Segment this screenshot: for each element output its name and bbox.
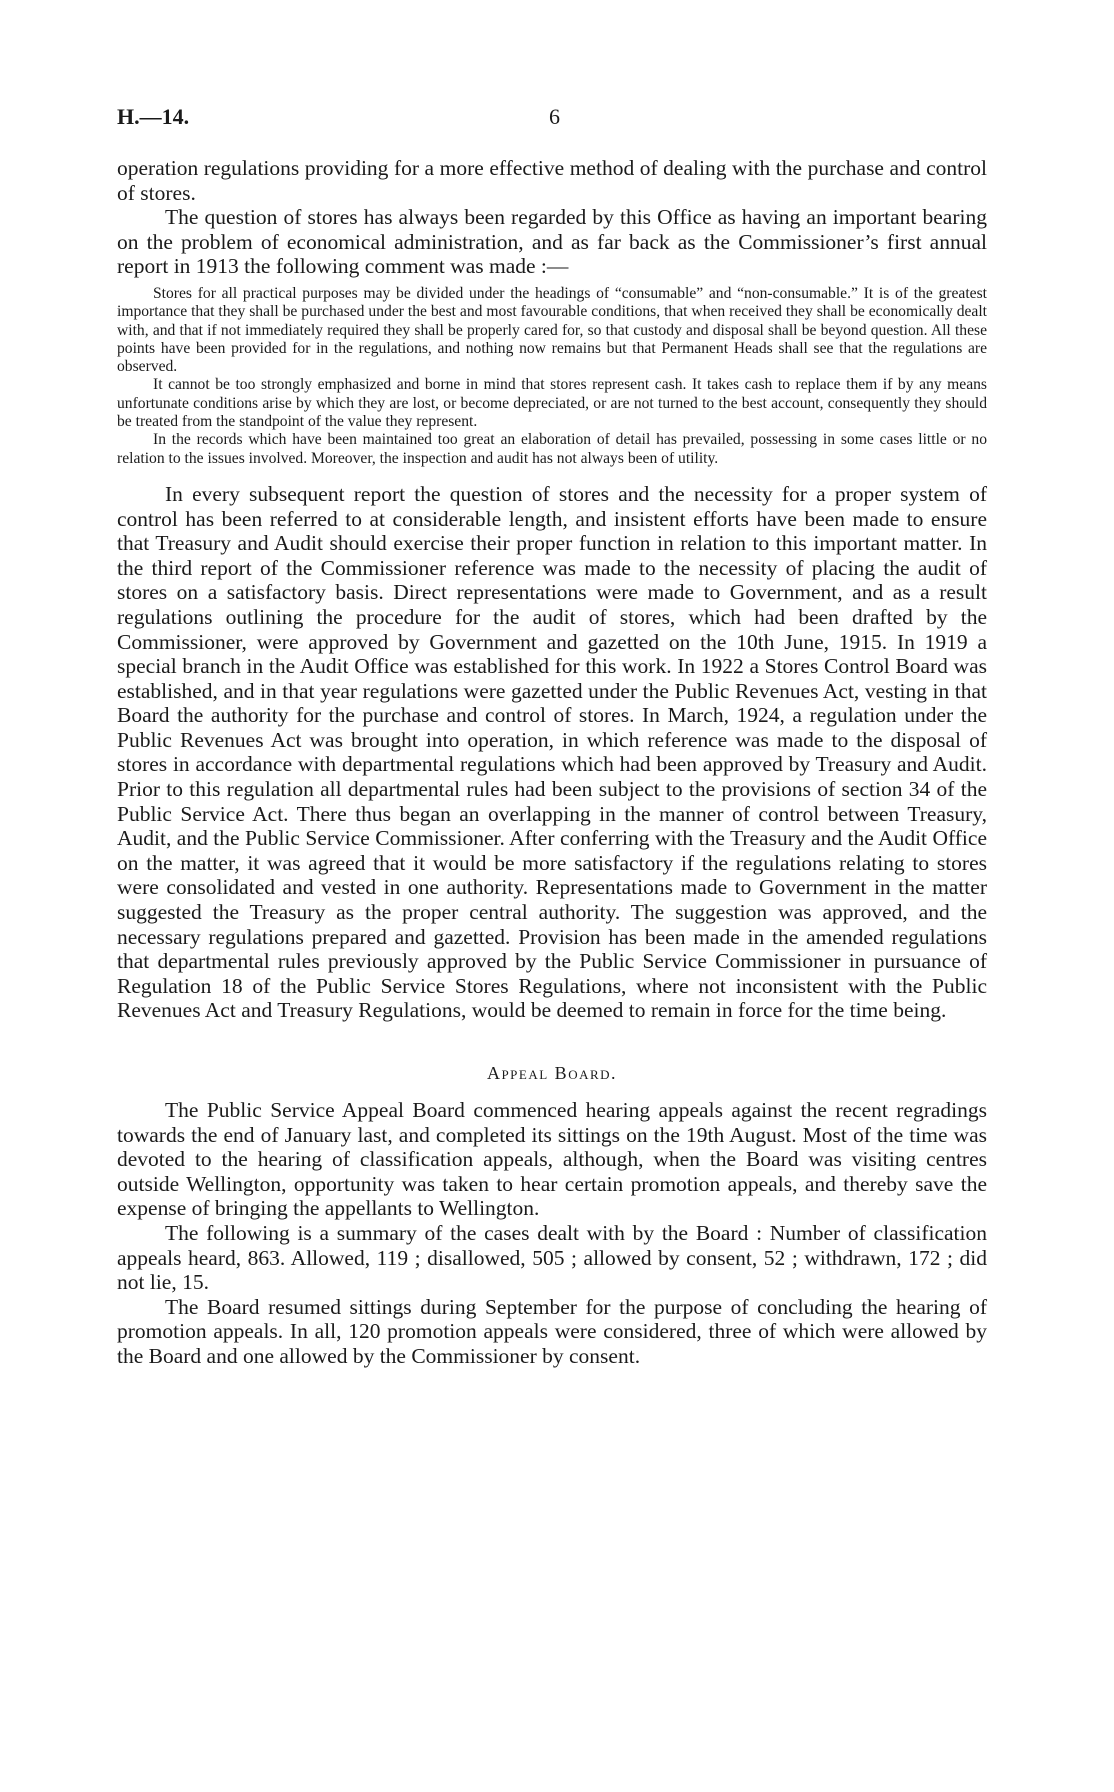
paragraph-continuation: operation regulations providing for a more effective method of dealing with the purchase and control of stores. — [117, 156, 987, 205]
page-header — [117, 104, 987, 134]
page-body — [117, 156, 987, 1369]
quote-paragraph: In the records which have been maintained too great an elaboration of detail has prevailed, possessing in some cases little or no relation to the issues involved. Moreover, the inspection and audit has not always been of utility. — [117, 431, 987, 467]
paragraph-promotion-appeals: The Board resumed sittings during September for the purpose of concluding the hearing of promotion appeals. In all, 120 promotion appeals were considered, three of which were allowed by the Board and one allowed by the Commissioner by consent. — [117, 1294, 987, 1368]
paragraph-appeal-hearings: The Public Service Appeal Board commenced hearing appeals against the recent regradings towards the end of January last, and completed its sittings on the 19th August. Most of the time was devoted to the hearing of classification appeals, although, when the Board was visiting centres outside Wellington, opportunity was taken to hear certain promotion appeals, and thereby save the expense of bringing the appellants to Wellington. — [117, 1098, 987, 1221]
paragraph-appeal-summary: The following is a summary of the cases dealt with by the Board : Number of classification appeals heard, 863. Allowed, 119 ; disallowed, 505 ; allowed by consent, 52 ; withdrawn, 172 ; did not lie, 15. — [117, 1220, 987, 1295]
block-quotation — [117, 285, 987, 468]
paragraph-stores-control: In every subsequent report the question of stores and the necessity for a proper system of control has been referred to at considerable length, and insistent efforts have been made to ensure that Treasury and Audit should exercise their proper function in relation to this important matter. In the third report of the Commissioner reference was made to the necessity of placing the audit of stores on a satisfactory basis. Direct representations were made to Government, and as a result regulations outlining the procedure for the audit of stores, which had been drafted by the Commissioner, were approved by Government and gazetted on the 10th June, 1915. In 1919 a special branch in the Audit Office was established for this work. In 1922 a Stores Control Board was established, and in that year regulations were gazetted under the Public Revenues Act, vesting in that Board the authority for the purchase and control of stores. In March, 1924, a regulation under the Public Revenues Act was brought into operation, in which reference was made to the disposal of stores in accordance with departmental regulations which had been approved by Treasury and Audit. Prior to this regulation all departmental rules had been subject to the provisions of section 34 of the Public Service Act. There thus began an overlapping in the manner of control between Treasury, Audit, and the Public Service Commissioner. After conferring with the Treasury and the Audit Office on the matter, it was agreed that it would be more satisfactory if the regulations relating to stores were consolidated and vested in one authority. Representations made to Government in the matter suggested the Treasury as the proper central authority. The suggestion was approved, and the necessary regulations prepared and gazetted. Provision has been made in the amended regulations that departmental rules previously approved by the Public Service Commissioner in pursuance of Regulation 18 of the Public Service Stores Regulations, where not inconsistent with the Public Revenues Act and Treasury Regulations, would be deemed to remain in force for the time being. — [117, 481, 987, 1023]
stores-section — [117, 482, 987, 1023]
document-reference: H.—14. — [117, 104, 190, 129]
opening-section — [117, 156, 987, 279]
quote-paragraph: It cannot be too strongly emphasized and borne in mind that stores represent cash. It takes cash to replace them if by any means unfortunate conditions arise by which they are lost, or become depreciated, or are not turned to the best account, consequently they should be treated from the standpoint of the value they represent. — [117, 376, 987, 431]
section-heading-appeal-board: Appeal Board. — [486, 1063, 618, 1083]
page-number: 6 — [549, 104, 560, 129]
quote-paragraph: Stores for all practical purposes may be divided under the headings of “consumable” and “non-consumable.” It is of the greatest importance that they shall be purchased under the best and most favourable conditions, that when received they shall be economically dealt with, and that if not immediately required they shall be properly cared for, so that custody and disposal shall be beyond question. All these points have been provided for in the regulations, and nothing now remains but that Permanent Heads shall see that the regulations are observed. — [117, 284, 987, 376]
appeal-board-section — [117, 1098, 987, 1369]
paragraph-stores-question: The question of stores has always been regarded by this Office as having an important bearing on the problem of economical administration, and as far back as the Commissioner’s first annual report in 1913 the following comment was made :— — [117, 205, 987, 279]
